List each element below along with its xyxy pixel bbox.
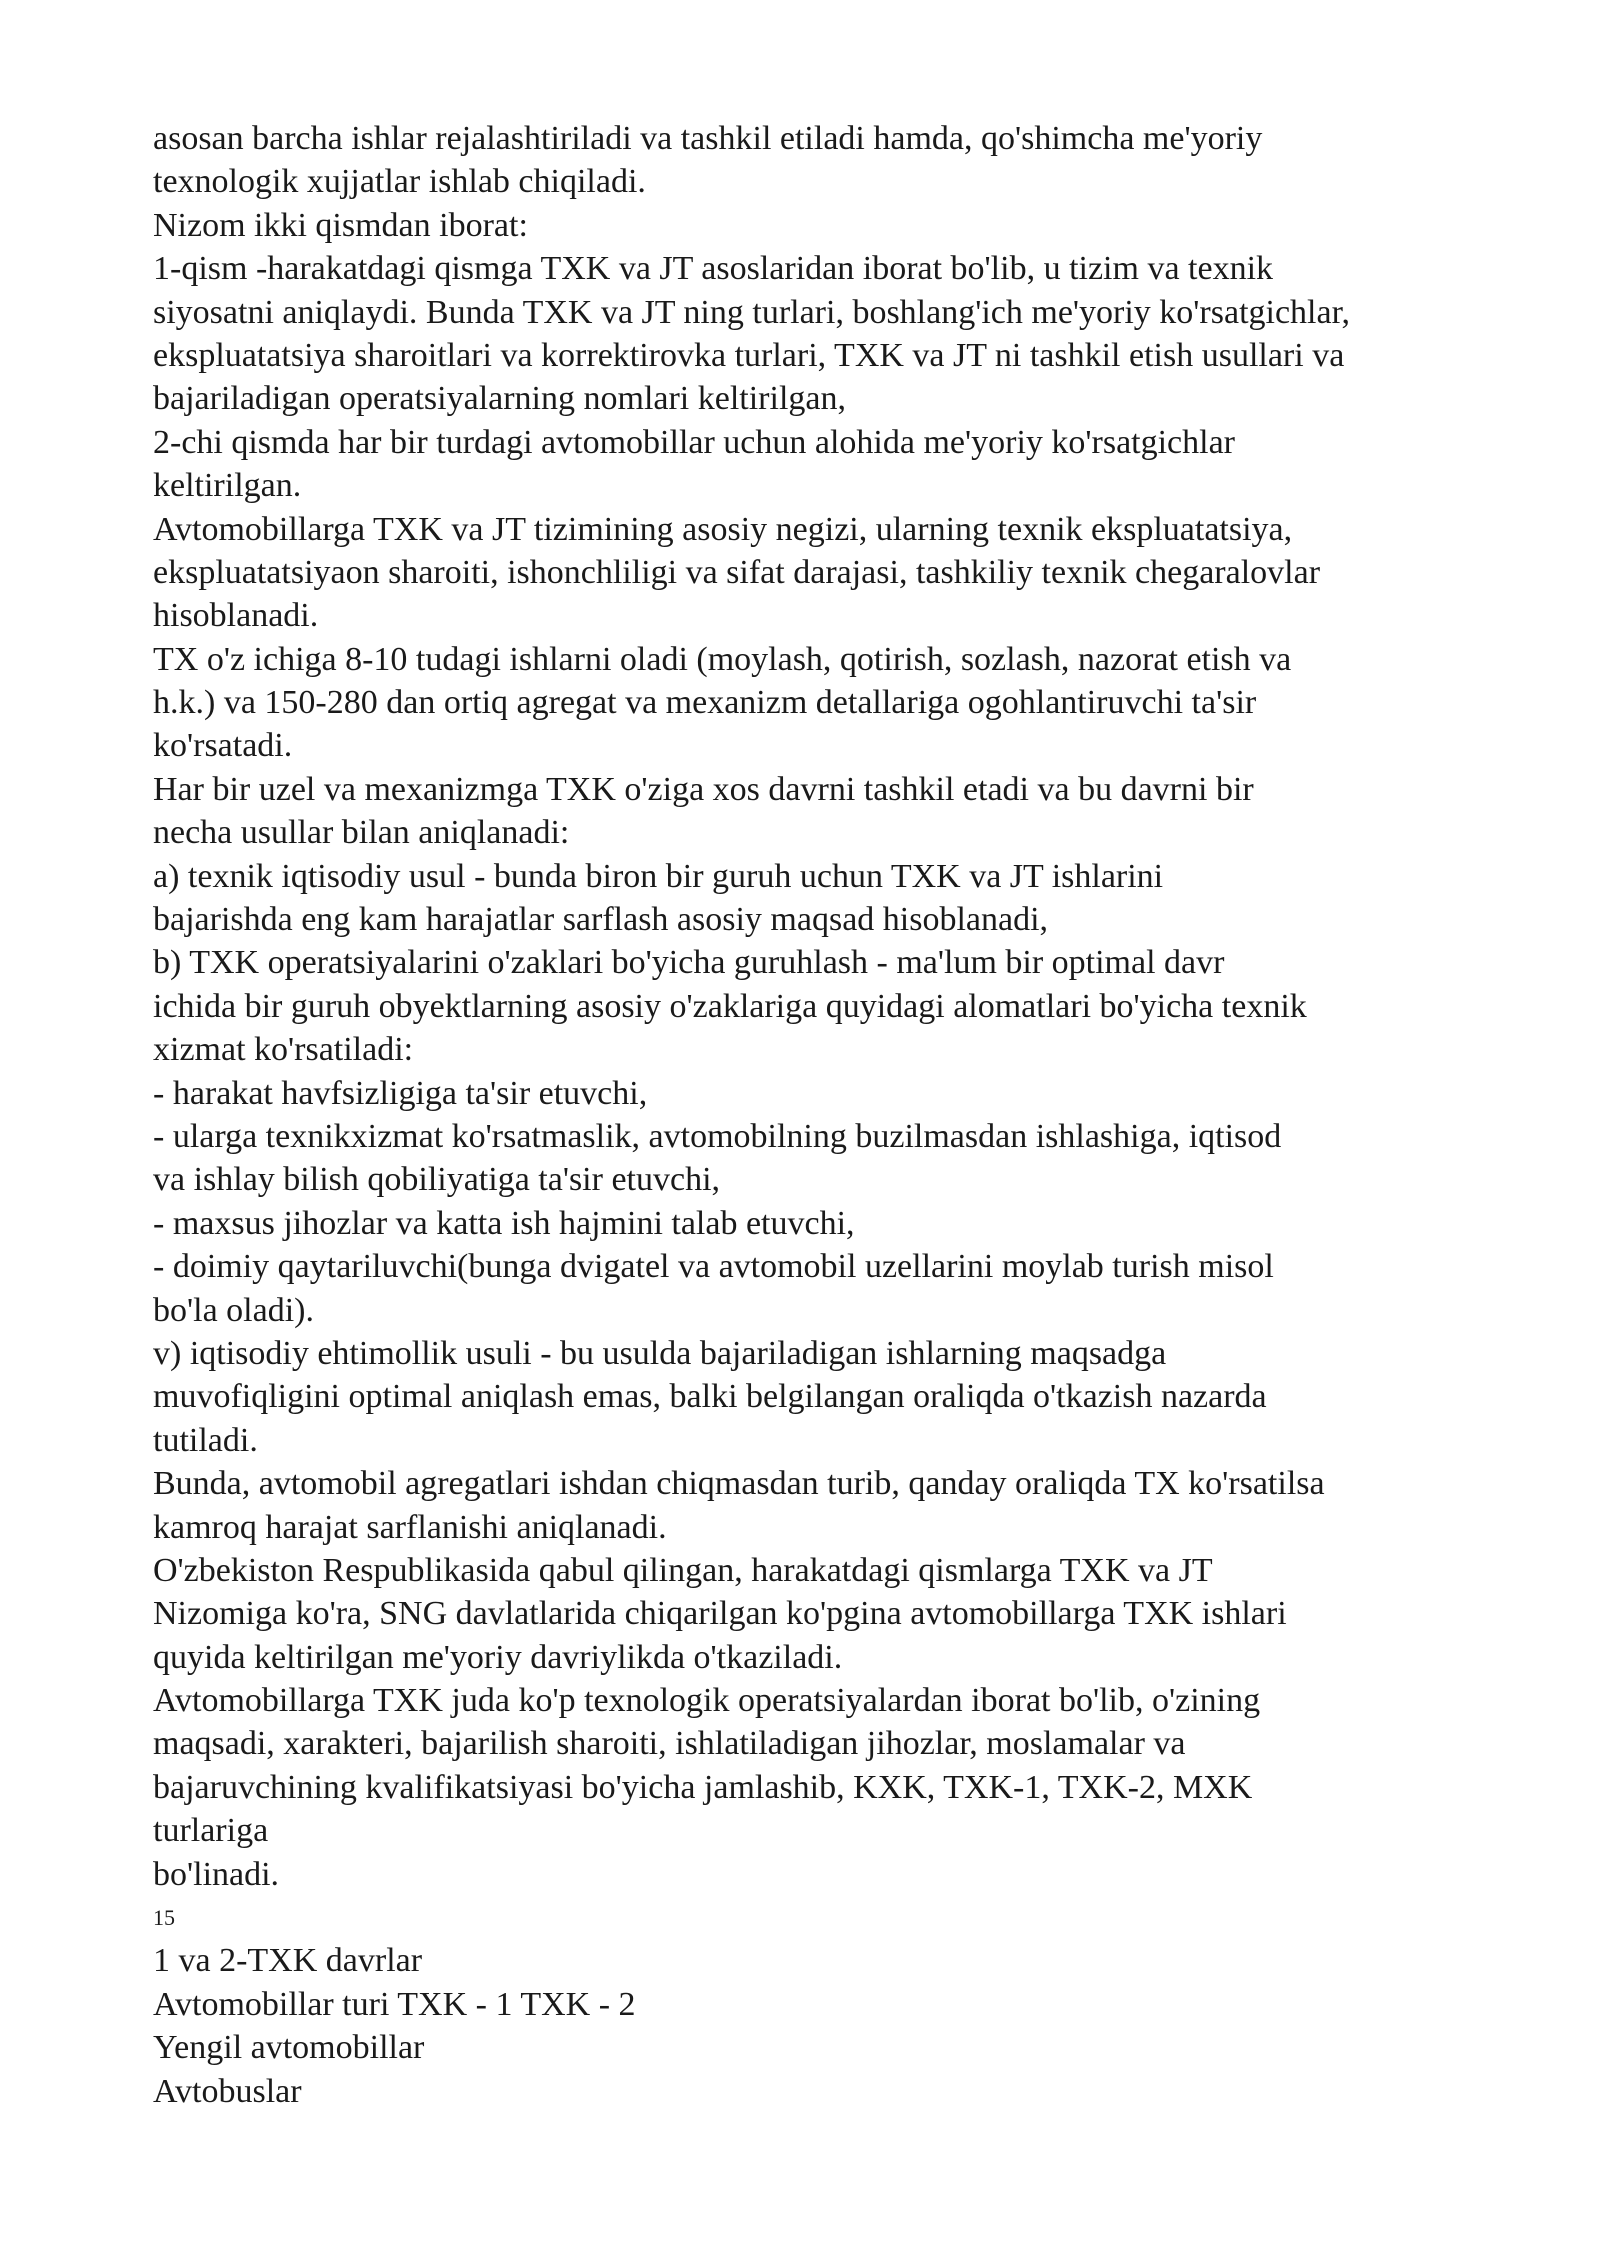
text-line: - doimiy qaytariluvchi(bunga dvigatel va avtomobil uzellarini moylab turish misol	[153, 1248, 1274, 1286]
text-line: xizmat ko'rsatiladi:	[153, 1031, 414, 1069]
text-line: h.k.) va 150-280 dan ortiq agregat va mexanizm detallariga ogohlantiruvchi ta'sir	[153, 684, 1257, 722]
table-row: Avtobuslar	[153, 2072, 302, 2110]
text-line: a) texnik iqtisodiy usul - bunda biron bir guruh uchun TXK va JT ishlarini	[153, 857, 1164, 895]
text-line: v) iqtisodiy ehtimollik usuli - bu usulda bajariladigan ishlarning maqsadga	[153, 1334, 1167, 1372]
text-line: - maxsus jihozlar va katta ish hajmini talab etuvchi,	[153, 1204, 855, 1242]
text-line: siyosatni aniqlaydi. Bunda TXK va JT ning turlari, boshlang'ich me'yoriy ko'rsatgichlar,	[153, 293, 1351, 331]
text-line: quyida keltirilgan me'yoriy davriylikda o'tkaziladi.	[153, 1638, 843, 1676]
text-line: Nizom ikki qismdan iborat:	[153, 206, 528, 244]
text-line: hisoblanadi.	[153, 597, 319, 635]
text-line: b) TXK operatsiyalarini o'zaklari bo'yicha guruhlash - ma'lum bir optimal davr	[153, 944, 1225, 982]
page-number: 15	[153, 1905, 175, 1931]
text-line: 1-qism -harakatdagi qismga TXK va JT asoslaridan iborat bo'lib, u tizim va texnik	[153, 250, 1274, 288]
text-line: texnologik xujjatlar ishlab chiqiladi.	[153, 163, 646, 201]
text-line: ko'rsatadi.	[153, 727, 293, 765]
text-line: ekspluatatsiya sharoitlari va korrektirovka turlari, TXK va JT ni tashkil etish usullari va	[153, 336, 1345, 374]
text-line: bo'linadi.	[153, 1855, 280, 1893]
text-line: tutiladi.	[153, 1421, 258, 1459]
text-line: ichida bir guruh obyektlarning asosiy o'zaklariga quyidagi alomatlari bo'yicha texnik	[153, 987, 1307, 1025]
text-line: ekspluatatsiyaon sharoiti, ishonchliligi va sifat darajasi, tashkiliy texnik chegaralovlar	[153, 553, 1321, 591]
text-line: Har bir uzel va mexanizmga TXK o'ziga xos davrni tashkil etadi va bu davrni bir	[153, 770, 1254, 808]
text-line: - ularga texnikxizmat ko'rsatmaslik, avtomobilning buzilmasdan ishlashiga, iqtisod	[153, 1117, 1282, 1155]
text-line: Avtomobillarga TXK juda ko'p texnologik operatsiyalardan iborat bo'lib, o'zining	[153, 1682, 1261, 1720]
text-line: va ishlay bilish qobiliyatiga ta'sir etuvchi,	[153, 1161, 721, 1199]
text-line: muvofiqligini optimal aniqlash emas, balki belgilangan oraliqda o'tkazish nazarda	[153, 1378, 1267, 1416]
table-caption: 1 va 2-TXK davrlar	[153, 1942, 423, 1980]
text-line: bajarishda eng kam harajatlar sarflash asosiy maqsad hisoblanadi,	[153, 901, 1049, 939]
text-line: bajariladigan operatsiyalarning nomlari keltirilgan,	[153, 380, 846, 418]
text-line: Nizomiga ko'ra, SNG davlatlarida chiqarilgan ko'pgina avtomobillarga TXK ishlari	[153, 1595, 1287, 1633]
text-line: turlariga	[153, 1812, 269, 1850]
text-line: kamroq harajat sarflanishi aniqlanadi.	[153, 1508, 667, 1546]
text-line: O'zbekiston Respublikasida qabul qilingan, harakatdagi qismlarga TXK va JT	[153, 1551, 1213, 1589]
text-line: Avtomobillarga TXK va JT tizimining asosiy negizi, ularning texnik ekspluatatsiya,	[153, 510, 1293, 548]
table-row: Yengil avtomobillar	[153, 2029, 425, 2067]
text-line: Bunda, avtomobil agregatlari ishdan chiqmasdan turib, qanday oraliqda TX ko'rsatilsa	[153, 1465, 1325, 1503]
text-line: 2-chi qismda har bir turdagi avtomobillar uchun alohida me'yoriy ko'rsatgichlar	[153, 423, 1236, 461]
text-line: maqsadi, xarakteri, bajarilish sharoiti, ishlatiladigan jihozlar, moslamalar va	[153, 1725, 1186, 1763]
text-line: bo'la oladi).	[153, 1291, 314, 1329]
text-line: necha usullar bilan aniqlanadi:	[153, 814, 570, 852]
text-line: asosan barcha ishlar rejalashtiriladi va tashkil etiladi hamda, qo'shimcha me'yoriy	[153, 120, 1263, 157]
text-line: TX o'z ichiga 8-10 tudagi ishlarni oladi (moylash, qotirish, sozlash, nazorat etish va	[153, 640, 1292, 678]
text-line: bajaruvchining kvalifikatsiyasi bo'yicha jamlashib, KXK, TXK-1, TXK-2, MXK	[153, 1768, 1253, 1806]
text-line: - harakat havfsizligiga ta'sir etuvchi,	[153, 1074, 648, 1112]
text-line: keltirilgan.	[153, 467, 302, 505]
table-header: Avtomobillar turi TXK - 1 TXK - 2	[153, 1985, 636, 2023]
document-body	[153, 117, 1553, 2113]
